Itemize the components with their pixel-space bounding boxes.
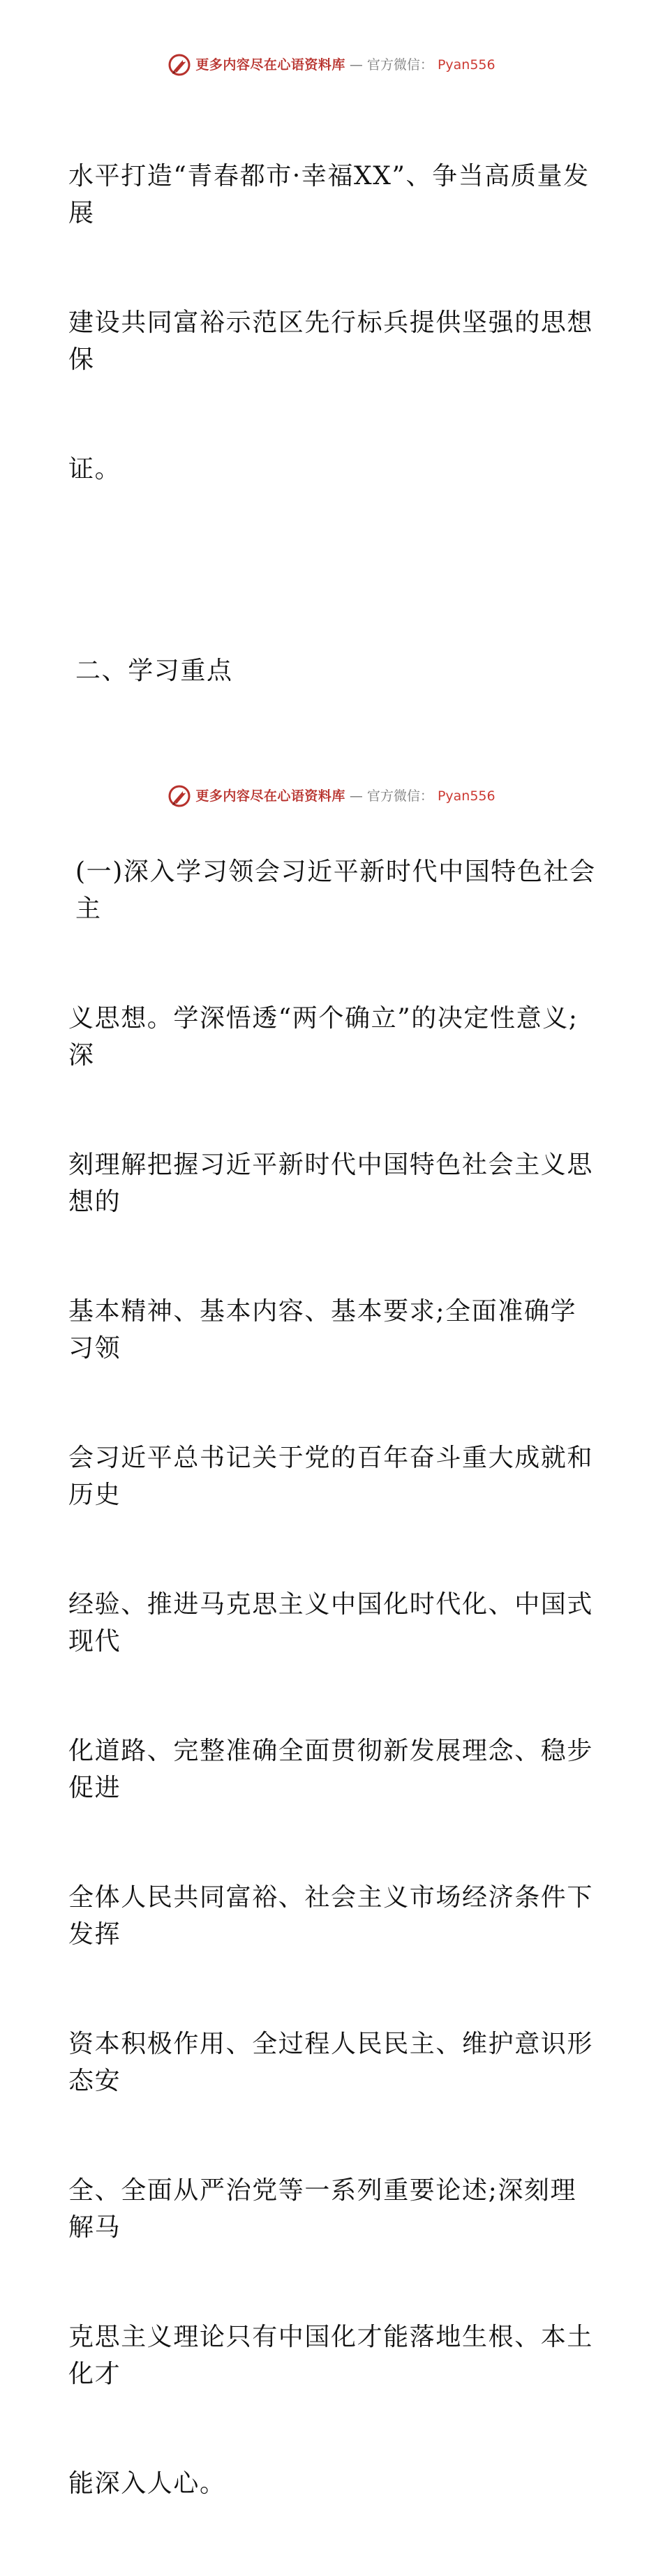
text-line: 建设共同富裕示范区先行标兵提供坚强的思想保 bbox=[68, 308, 594, 374]
document-body bbox=[68, 85, 599, 2576]
watermark-brand-text: 更多内容尽在心语资料库 bbox=[195, 788, 345, 804]
text-line: 化道路、完整准确全面贯彻新发展理念、稳步促进 bbox=[68, 1737, 594, 1802]
paragraph-intro-continuation bbox=[68, 85, 599, 562]
text-line: 基本精神、基本内容、基本要求;全面准确学习领 bbox=[68, 1297, 577, 1363]
text-line: 水平打造“青春都市·幸福XX”、争当高质量发展 bbox=[68, 162, 590, 227]
section-heading-text: 二、学习重点 bbox=[75, 656, 233, 685]
text-line: 义思想。学深悟透“两个确立”的决定性意义;深 bbox=[68, 1004, 579, 1070]
watermark-dash: — bbox=[349, 57, 363, 73]
text-line: 克思主义理论只有中国化才能落地生根、本土化才 bbox=[68, 2323, 594, 2388]
watermark-dash: — bbox=[349, 788, 363, 804]
section-heading bbox=[68, 580, 599, 763]
paragraph-study-focus-1 bbox=[68, 781, 599, 2576]
header-watermark bbox=[0, 53, 663, 77]
watermark-handle: Pyan556 bbox=[437, 788, 496, 804]
text-line: 经验、推进马克思主义中国化时代化、中国式现代 bbox=[68, 1590, 594, 1656]
pen-logo-icon bbox=[167, 784, 191, 808]
watermark-wechat-label: 官方微信： bbox=[366, 788, 433, 804]
text-line: 全体人民共同富裕、社会主义市场经济条件下发挥 bbox=[68, 1883, 594, 1949]
pen-logo-icon bbox=[167, 53, 191, 77]
text-line: 证。 bbox=[68, 455, 121, 484]
text-line: 刻理解把握习近平新时代中国特色社会主义思想的 bbox=[68, 1151, 594, 1216]
text-line: 会习近平总书记关于党的百年奋斗重大成就和历史 bbox=[68, 1444, 594, 1509]
text-line: 全、全面从严治党等一系列重要论述;深刻理解马 bbox=[68, 2176, 577, 2242]
text-line: (一)深入学习领会习近平新时代中国特色社会主 bbox=[75, 858, 596, 923]
watermark-wechat-label: 官方微信： bbox=[366, 57, 433, 73]
watermark-handle: Pyan556 bbox=[437, 57, 496, 73]
text-line: 能深入人心。 bbox=[68, 2469, 226, 2498]
footer-watermark bbox=[0, 784, 663, 808]
text-line: 资本积极作用、全过程人民民主、维护意识形态安 bbox=[68, 2030, 594, 2095]
watermark-brand-text: 更多内容尽在心语资料库 bbox=[195, 57, 345, 73]
